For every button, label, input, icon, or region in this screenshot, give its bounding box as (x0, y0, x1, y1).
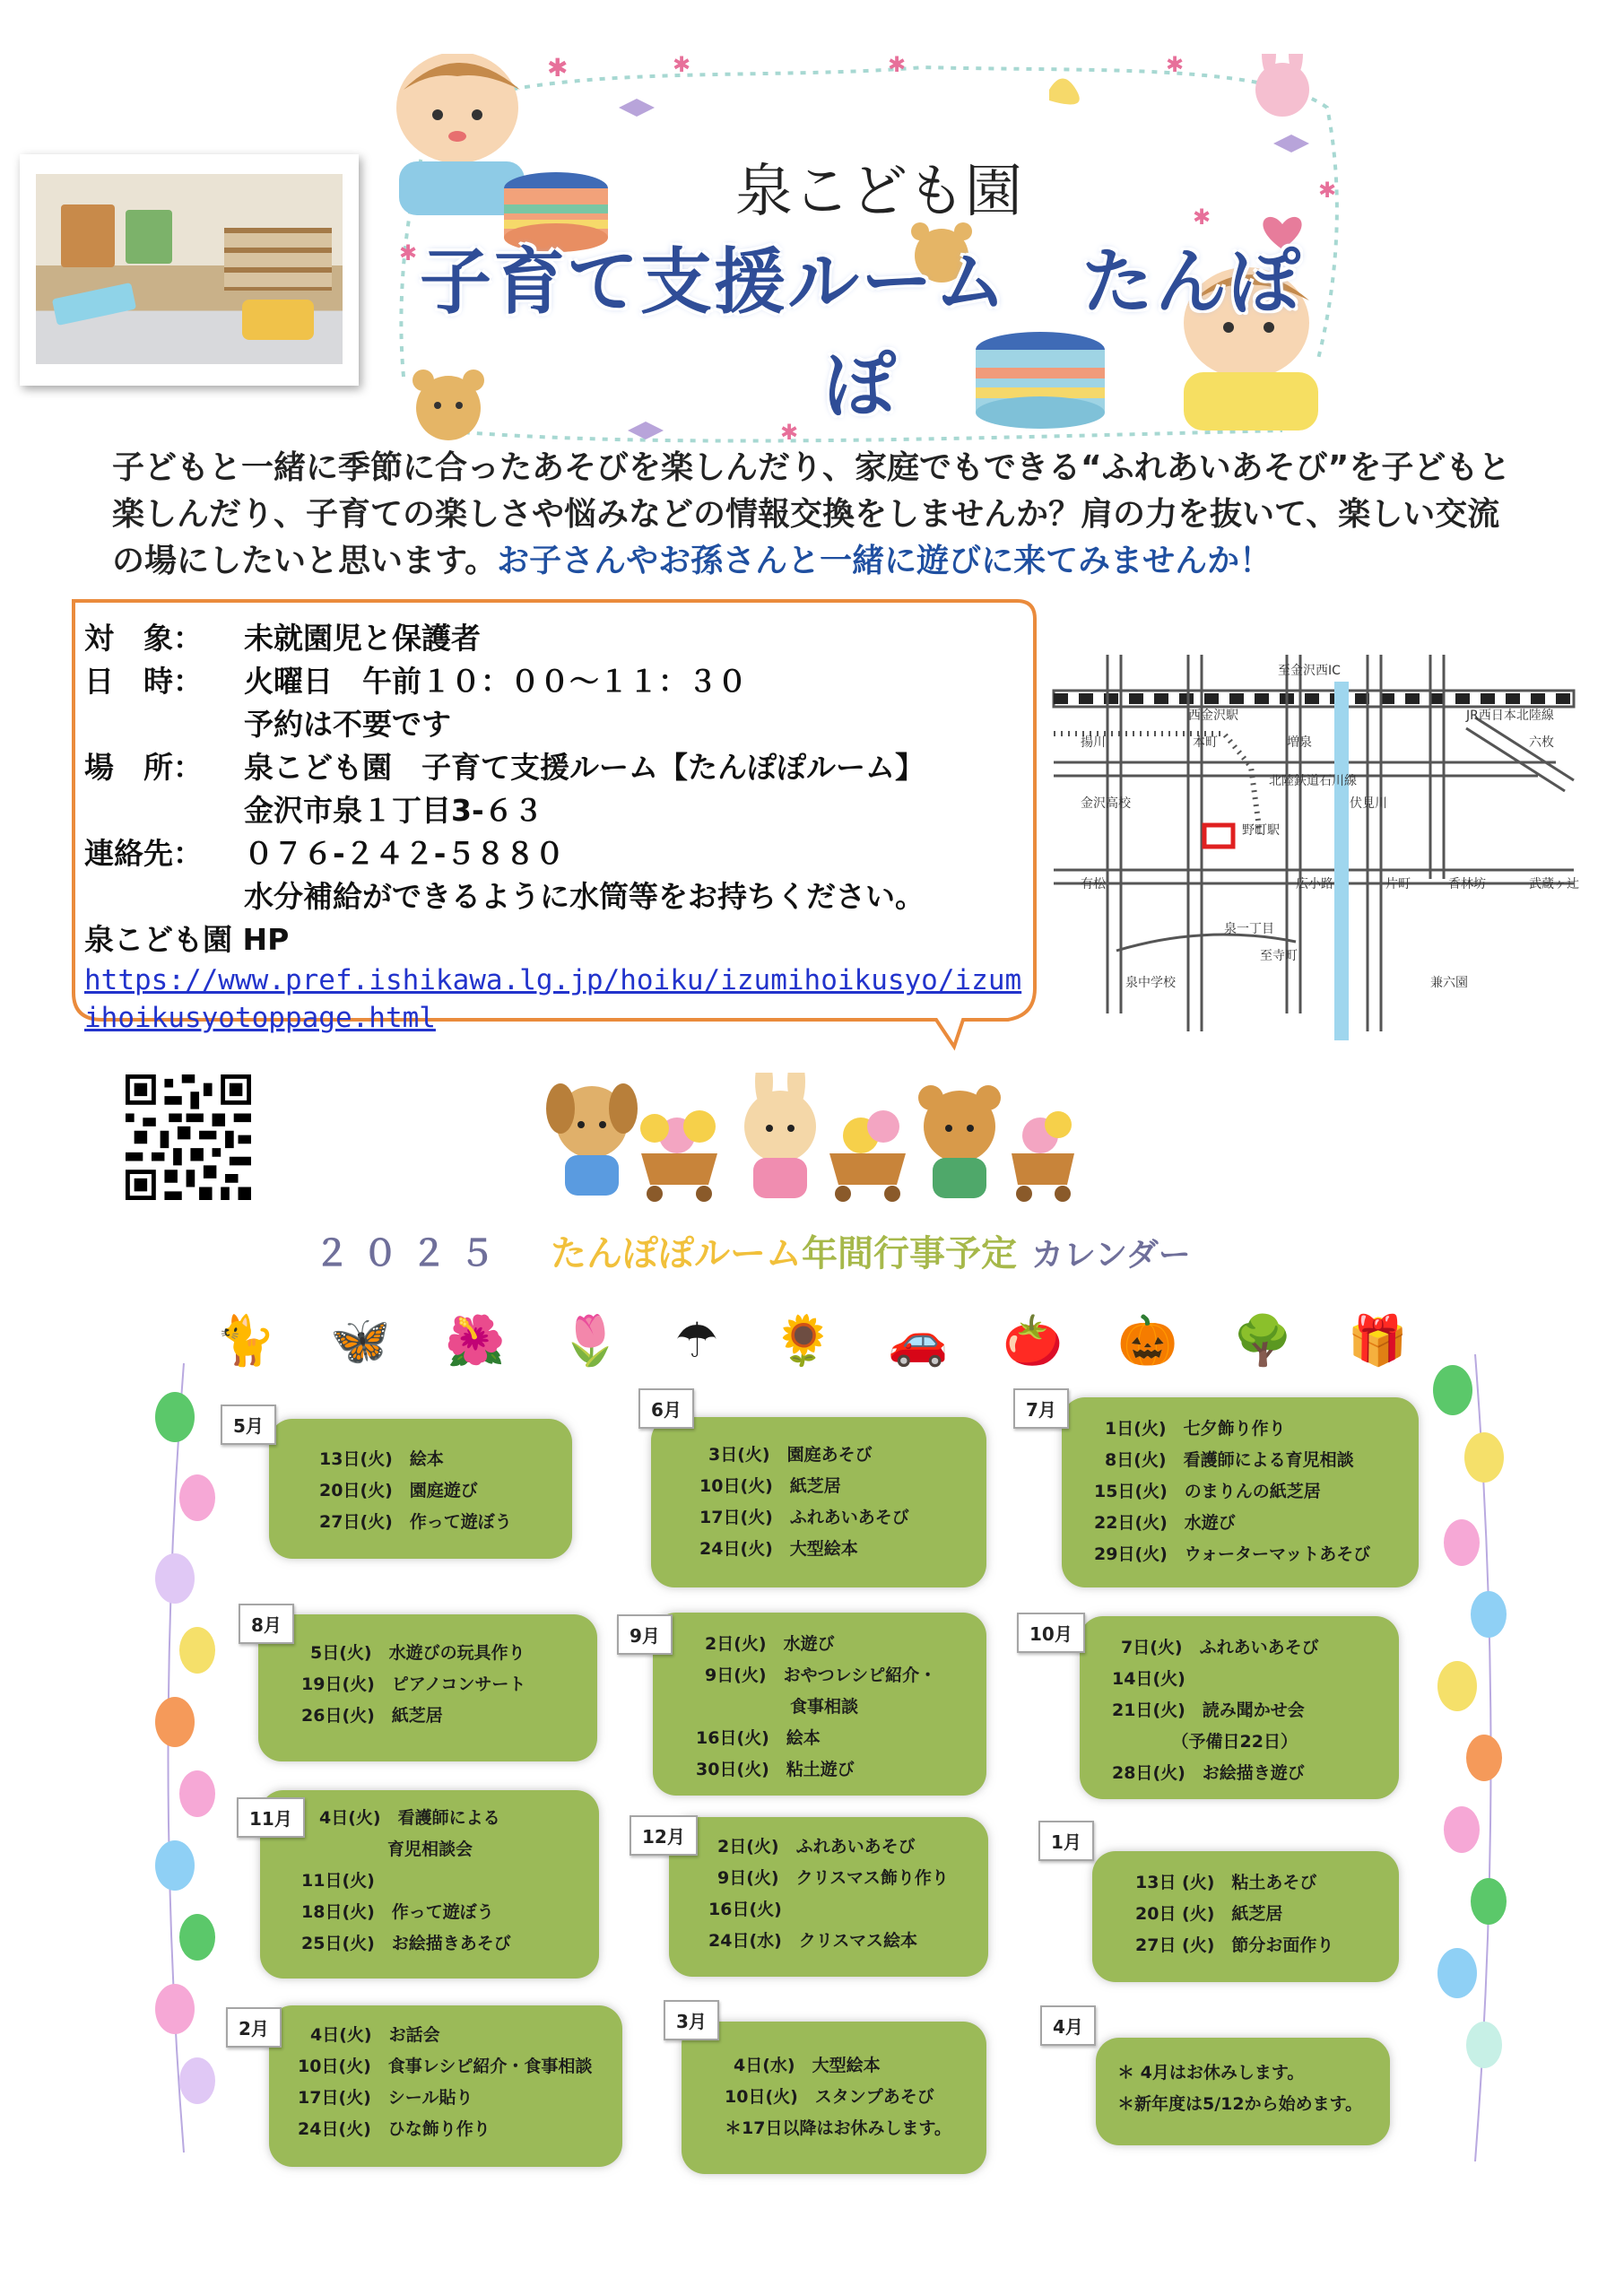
svg-text:西金沢駅: 西金沢駅 (1188, 709, 1238, 723)
event-line: ＊17日以降はお休みします。 (725, 2118, 951, 2138)
event-line: 2日(火) ふれあいあそび (717, 1837, 916, 1857)
svg-text:至金沢西IC: 至金沢西IC (1278, 664, 1341, 678)
rabbit-character (744, 1073, 816, 1198)
event-line: 5日(火) 水遊びの玩具作り (310, 1643, 525, 1663)
svg-text:片町: 片町 (1385, 877, 1411, 891)
event-line: 24日(火) 大型絵本 (699, 1539, 858, 1559)
event-line: 15日(火) のまりんの紙芝居 (1094, 1482, 1321, 1501)
calendar-year: ２０２５ (314, 1233, 508, 1274)
svg-text:増泉: 増泉 (1287, 735, 1312, 750)
calendar-title (314, 1225, 1390, 1288)
event-line: 10日(火) 紙芝居 (699, 1476, 841, 1496)
flower-cart-1 (640, 1110, 717, 1202)
event-line: 14日(火) (1112, 1669, 1185, 1689)
balloons-right (1426, 1354, 1524, 2161)
event-line: 9日(火) クリスマス飾り作り (717, 1868, 949, 1888)
intro-main: 子どもと一緒に季節に合ったあそびを楽しんだり、家庭でもできる“ふれあいあそび”を子どもと楽しんだり、子育ての楽しさや悩みなどの情報交換をしませんか？肩の力を抜いて、楽しい交流の場にしたいと思います。 (112, 449, 1511, 579)
sunflower-icon: 🌻 (772, 1312, 834, 1369)
svg-text:六枚: 六枚 (1529, 735, 1554, 750)
event-line: ＊ 4月はお休みします。 (1117, 2063, 1305, 2083)
flower-icon: 🌺 (445, 1312, 506, 1369)
month-tab: 2月 (226, 2007, 282, 2048)
svg-text:✱: ✱ (780, 420, 799, 445)
event-line: 21日(火) 読み聞かせ会 (1112, 1700, 1305, 1720)
svg-text:✱: ✱ (1166, 54, 1185, 77)
toy-slide (52, 283, 136, 326)
event-line: 17日(火) シール貼り (298, 2088, 473, 2108)
balloons-left (135, 1363, 233, 2152)
event-line: 27日 (火) 節分お面作り (1135, 1935, 1334, 1955)
tulip-icon: 🌷 (560, 1312, 621, 1369)
month-tab: 7月 (1013, 1388, 1069, 1429)
event-line: 7日(火) ふれあいあそび (1121, 1638, 1319, 1657)
svg-text:野町駅: 野町駅 (1242, 823, 1280, 838)
svg-text:有松: 有松 (1081, 877, 1106, 891)
svg-text:✱: ✱ (1318, 178, 1337, 203)
svg-text:金沢高校: 金沢高校 (1081, 796, 1131, 811)
hp-label: 泉こども園 HP (84, 922, 290, 957)
event-line: 4日(水) 大型絵本 (734, 2056, 881, 2075)
event-line: 10日(火) 食事レシピ紹介・食事相談 (298, 2057, 593, 2076)
svg-text:✱: ✱ (547, 54, 569, 83)
access-map (1045, 628, 1583, 1040)
event-line: 17日(火) ふれあいあそび (699, 1508, 909, 1527)
event-line: 育児相談会 (319, 1839, 473, 1859)
svg-text:武蔵ヶ辻: 武蔵ヶ辻 (1529, 877, 1579, 891)
event-line: 食事相談 (705, 1697, 859, 1717)
room-photo-frame (20, 154, 359, 386)
address: 金沢市泉１丁目3-６３ (244, 793, 543, 828)
page-subtitle: 子育て支援ルーム たんぽぽ (420, 240, 1302, 427)
event-line: 19日(火) ピアノコンサート (301, 1674, 526, 1694)
svg-text:北陸鉄道石川線: 北陸鉄道石川線 (1269, 774, 1357, 788)
svg-text:✱: ✱ (888, 54, 907, 77)
svg-text:本町: 本町 (1193, 735, 1218, 750)
month-tab: 5月 (221, 1405, 276, 1445)
month-tab: 4月 (1040, 2005, 1096, 2046)
event-line: 11日(火) (301, 1871, 375, 1891)
time-label: 日 時： (84, 664, 203, 699)
svg-text:✱: ✱ (399, 240, 418, 265)
calendar-title-b: 年間行事予定 (802, 1233, 1018, 1274)
seasonal-icons (215, 1300, 1408, 1381)
calendar-title-c: カレンダー (1031, 1237, 1191, 1274)
svg-text:至寺町: 至寺町 (1260, 949, 1298, 963)
event-line: 16日(火) 絵本 (696, 1728, 821, 1748)
tree-icon: 🌳 (1232, 1312, 1293, 1369)
qr-code[interactable] (126, 1074, 251, 1200)
month-tab: 6月 (638, 1388, 694, 1429)
intro-highlight: お子さんやお孫さんと一緒に遊びに来てみませんか！ (497, 543, 1272, 579)
place-label: 場 所： (84, 750, 203, 785)
bring-note: 水分補給ができるように水筒等をお持ちください。 (244, 879, 925, 914)
event-line: 24日(火) ひな飾り作り (298, 2119, 491, 2139)
climbing-block (242, 300, 314, 340)
event-line: 28日(火) お絵描き遊び (1112, 1763, 1305, 1783)
svg-text:泉中学校: 泉中学校 (1125, 976, 1176, 990)
month-tab: 1月 (1038, 1821, 1094, 1861)
school-marker (1204, 825, 1233, 847)
tomato-plant-icon: 🍅 (1003, 1312, 1064, 1369)
event-line: 9日(火) おやつレシピ紹介・ (705, 1665, 937, 1685)
event-line: 1日(火) 七夕飾り作り (1105, 1419, 1286, 1439)
event-line: 18日(火) 作って遊ぼう (301, 1902, 494, 1922)
svg-text:揚川: 揚川 (1081, 735, 1106, 750)
month-tab: 11月 (237, 1797, 305, 1838)
event-line: 27日(火) 作って遊ぼう (319, 1512, 512, 1532)
month-tab: 3月 (664, 2000, 719, 2040)
time-note: 予約は不要です (244, 707, 451, 742)
play-house-2 (126, 210, 172, 264)
animal-characters (529, 1073, 1076, 1216)
event-line: 13日(火) 絵本 (319, 1449, 444, 1469)
event-line: 16日(火) (708, 1900, 782, 1919)
svg-text:✱: ✱ (1193, 204, 1211, 230)
present-icon: 🎁 (1347, 1312, 1408, 1369)
event-line: 8日(火) 看護師による育児相談 (1105, 1450, 1354, 1470)
event-line: 20日(火) 園庭遊び (319, 1481, 478, 1500)
svg-text:JR西日本北陸線: JR西日本北陸線 (1466, 709, 1554, 723)
event-line: 26日(火) 紙芝居 (301, 1706, 443, 1726)
month-tab: 8月 (239, 1604, 294, 1644)
hp-link[interactable]: https://www.pref.ishikawa.lg.jp/hoiku/izumihoikusyo/izumihoikusyotoppage.html (84, 964, 1022, 1034)
event-line: 4日(火) 看護師による (319, 1808, 500, 1828)
event-line: 24日(水) クリスマス絵本 (708, 1931, 918, 1951)
cat-icon: 🐈 (215, 1312, 276, 1369)
butterfly-icon: 🦋 (330, 1312, 391, 1369)
event-line: （予備日22日） (1112, 1732, 1298, 1752)
event-line: 10日(火) スタンプあそび (725, 2087, 934, 2107)
time-value: 火曜日 午前１０：００～１１：３０ (244, 664, 747, 699)
svg-text:兼六園: 兼六園 (1430, 976, 1468, 990)
room-photo (36, 174, 343, 364)
svg-text:✱: ✱ (673, 54, 691, 77)
target-label: 対 象： (84, 621, 203, 656)
event-line: 29日(火) ウォーターマットあそび (1094, 1544, 1371, 1564)
event-line: 13日 (火) 粘土あそび (1135, 1873, 1317, 1892)
toy-shelf (224, 228, 332, 291)
intro-text (112, 445, 1511, 585)
event-line: 20日 (火) 紙芝居 (1135, 1904, 1283, 1924)
contact-value: ０７６-２４２-５８８０ (244, 836, 565, 871)
bear-character (918, 1085, 1001, 1198)
event-line: 30日(火) 粘土遊び (696, 1760, 855, 1779)
month-tab: 12月 (630, 1815, 698, 1856)
event-line: 2日(火) 水遊び (705, 1634, 835, 1654)
flower-cart-3 (1012, 1111, 1074, 1202)
event-line: 3日(火) 園庭あそび (708, 1445, 873, 1465)
contact-label: 連絡先： (84, 836, 203, 871)
pumpkin-icon: 🎃 (1117, 1312, 1178, 1369)
info-box (84, 617, 1035, 1037)
flower-cart-2 (829, 1110, 906, 1202)
car-icon: 🚗 (888, 1312, 949, 1369)
svg-text:広小路: 広小路 (1296, 877, 1333, 891)
svg-text:香林坊: 香林坊 (1448, 877, 1486, 891)
play-house (61, 204, 115, 267)
month-tab: 9月 (617, 1614, 673, 1655)
month-tab: 10月 (1017, 1613, 1085, 1653)
event-line: 4日(火) お話会 (310, 2025, 440, 2045)
umbrella-icon: ☂ (674, 1312, 719, 1369)
event-line: 22日(火) 水遊び (1094, 1513, 1236, 1533)
svg-text:伏見川: 伏見川 (1350, 796, 1387, 811)
svg-text:泉一丁目: 泉一丁目 (1224, 922, 1274, 936)
dog-character (546, 1083, 638, 1196)
event-line: 25日(火) お絵描きあそび (301, 1934, 511, 1953)
event-line: ＊新年度は5/12から始めます。 (1117, 2094, 1363, 2114)
calendar-title-a: たんぽぽルーム (551, 1233, 803, 1274)
target-value: 未就園児と保護者 (244, 621, 481, 656)
place-value: 泉こども園 子育て支援ルーム【たんぽぽルーム】 (244, 750, 925, 785)
rabbit-top-right (1255, 54, 1309, 117)
page-title: 泉こども園 (735, 159, 1022, 225)
